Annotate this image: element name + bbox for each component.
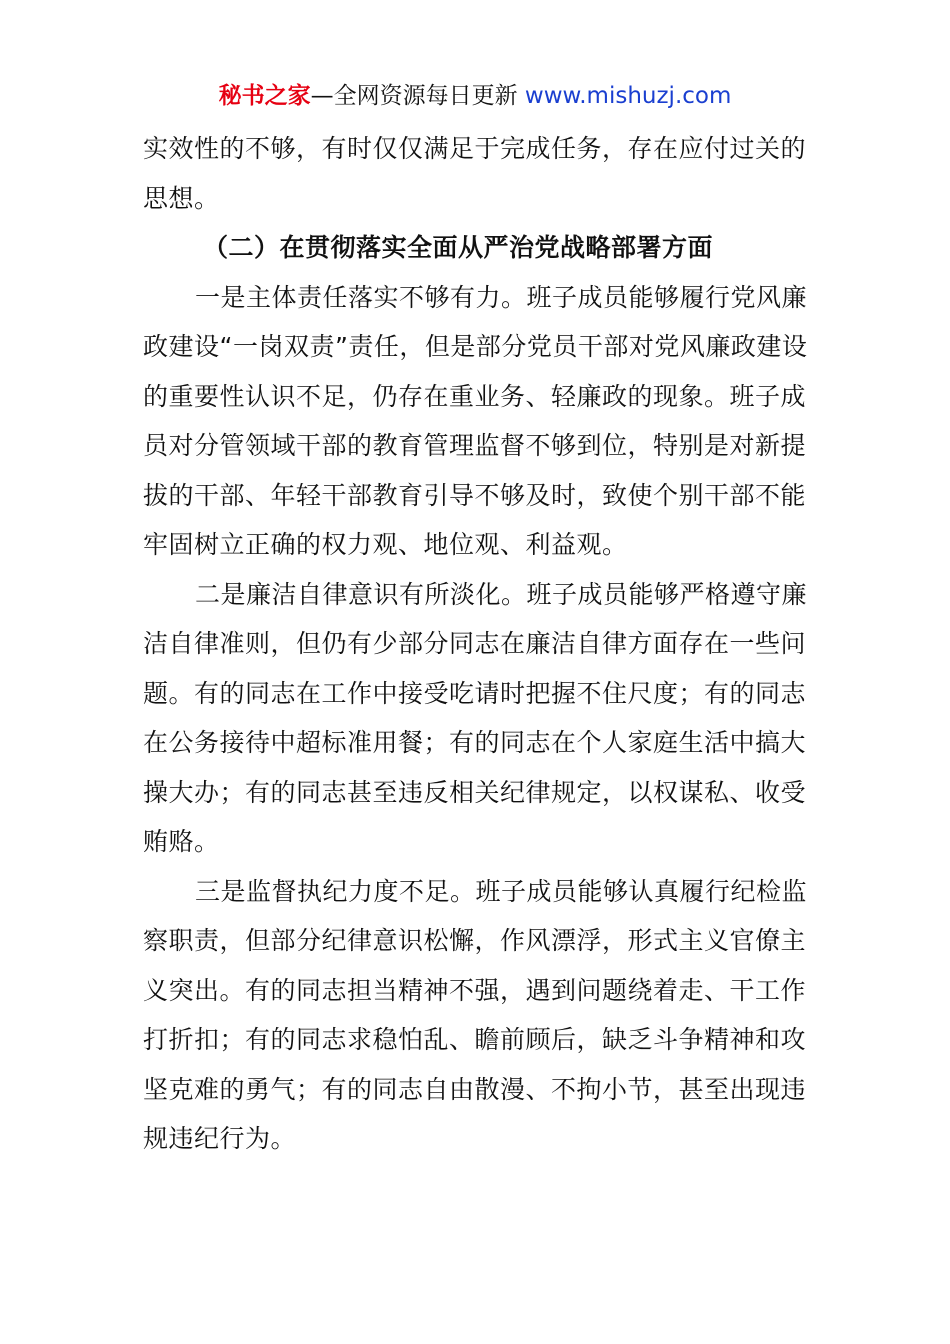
paragraph-3: 三是监督执纪力度不足。班子成员能够认真履行纪检监察职责，但部分纪律意识松懈，作风漂浮，形式主义官僚主义突出。有的同志担当精神不强，遇到问题绕着走、干工作打折扣；有的同志求稳怕乱、瞻前顾后，缺乏斗争精神和攻坚克难的勇气；有的同志自由散漫、不拘小节，甚至出现违规违纪行为。 [143,876,808,1153]
header-tagline: —全网资源每日更新 [310,83,525,109]
document-body [143,124,808,1164]
paragraph-1: 一是主体责任落实不够有力。班子成员能够履行党风廉政建设“一岗双责”责任，但是部分党员干部对党风廉政建设的重要性认识不足，仍存在重业务、轻廉政的现象。班子成员对分管领域干部的教育管理监督不够到位，特别是对新提拔的干部、年轻干部教育引导不够及时，致使个别干部不能牢固树立正确的权力观、地位观、利益观。 [143,282,808,559]
site-link[interactable]: www.mishuzj.com [524,83,732,109]
section-heading: （二）在贯彻落实全面从严治党战略部署方面 [203,233,714,262]
paragraph-2: 二是廉洁自律意识有所淡化。班子成员能够严格遵守廉洁自律准则，但仍有少部分同志在廉洁自律方面存在一些问题。有的同志在工作中接受吃请时把握不住尺度；有的同志在公务接待中超标准用餐；有的同志在个人家庭生活中搞大操大办；有的同志甚至违反相关纪律规定，以权谋私、收受贿赂。 [143,579,808,856]
watermark-header [0,80,950,112]
paragraph-continuation: 实效性的不够，有时仅仅满足于完成任务，存在应付过关的思想。 [143,134,807,213]
brand-name: 秘书之家 [218,83,311,109]
